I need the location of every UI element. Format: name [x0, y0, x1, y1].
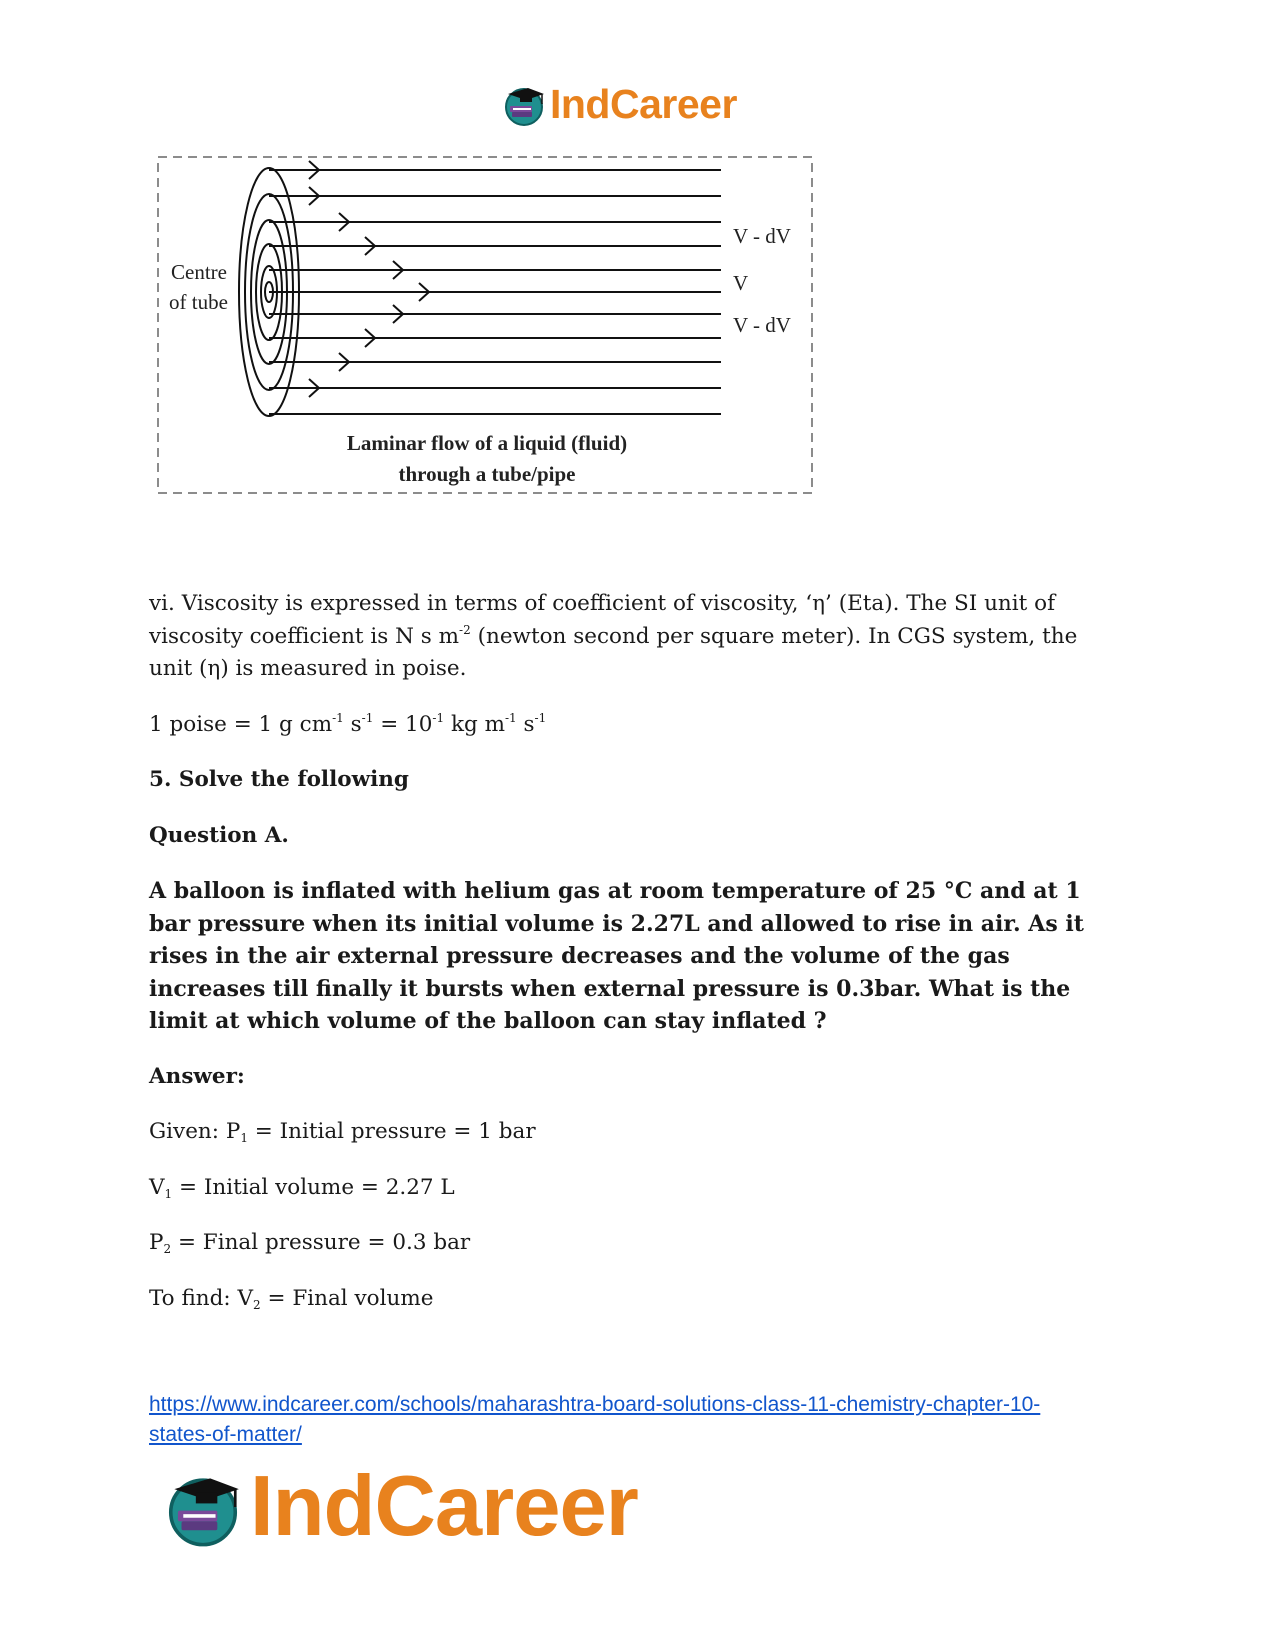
source-link[interactable]	[149, 1390, 1149, 1450]
eq-part-5: s	[516, 711, 535, 737]
v1-post: = Initial volume = 2.27 L	[172, 1174, 455, 1200]
viscosity-text-b: (newton second per square meter). In CGS system, the unit (η) is measured in poise.	[149, 623, 1078, 681]
main-content	[149, 588, 1124, 1315]
figure-caption-line2: through a tube/pipe	[398, 462, 576, 486]
graduation-cap-globe-logo-icon	[500, 80, 548, 128]
eq-part-2: s	[343, 711, 362, 737]
viscosity-unit-exponent: -2	[459, 622, 471, 637]
question-text: A balloon is inflated with helium gas at room temperature of 25 °C and at 1 bar pressure when its initial volume is 2.27L and allowed to rise in air. As it rises in the air external pressure decreases and the volume of the gas increases till finally it bursts when external pressure is 0.3bar. What is the limit at which volume of the balloon can stay inflated ?	[149, 878, 1084, 1034]
find-sub: 2	[253, 1297, 261, 1312]
eq-exp-1: -1	[332, 710, 344, 725]
given-pre: Given: P	[149, 1119, 241, 1144]
eq-exp-2: -1	[361, 710, 374, 725]
final-pressure-line	[149, 1227, 1124, 1260]
initial-volume-line	[149, 1172, 1124, 1205]
eq-exp-4: -1	[504, 710, 517, 725]
eq-exp-3: -1	[432, 710, 445, 725]
v1-pre: V	[149, 1174, 165, 1200]
to-find-line	[149, 1283, 1124, 1316]
p2-sub: 2	[163, 1242, 172, 1256]
source-link-line2[interactable]: states-of-matter/	[149, 1423, 302, 1446]
brand-name: IndCareer	[550, 80, 737, 127]
header-logo	[500, 78, 737, 130]
p2-pre: P	[149, 1230, 164, 1255]
answer-label: Answer:	[149, 1063, 245, 1089]
brand-name-footer: IndCareer	[250, 1459, 638, 1554]
find-pre: To find: V	[149, 1285, 254, 1311]
graduation-cap-globe-logo-icon	[160, 1464, 246, 1550]
of-tube-label: of tube	[169, 290, 228, 314]
eq-exp-5: -1	[534, 710, 547, 725]
laminar-flow-figure	[157, 156, 813, 494]
poise-equation	[149, 709, 1124, 742]
viscosity-paragraph	[149, 588, 1124, 686]
eq-part-4: kg m	[444, 711, 505, 737]
given-sub: 1	[240, 1131, 248, 1145]
figure-caption	[327, 428, 647, 490]
given-post: = Initial pressure = 1 bar	[247, 1119, 536, 1144]
eq-part-1: 1 poise = 1 g cm	[149, 711, 333, 737]
p2-post: = Final pressure = 0.3 bar	[171, 1230, 471, 1255]
velocity-label-top: V - dV	[733, 224, 791, 248]
find-post: = Final volume	[260, 1285, 434, 1311]
section-heading: 5. Solve the following	[149, 767, 409, 792]
velocity-label-bottom: V - dV	[733, 313, 791, 337]
viscosity-text-a: vi. Viscosity is expressed in terms of coefficient of viscosity, ‘η’ (Eta). The SI unit of viscosity coefficient is N s m	[149, 591, 1056, 649]
eq-part-3: = 10	[373, 711, 433, 737]
velocity-label-middle: V	[733, 271, 749, 295]
source-link-line1[interactable]: https://www.indcareer.com/schools/maharashtra-board-solutions-class-11-chemistry-chapter-10-	[149, 1393, 1041, 1416]
v1-sub: 1	[164, 1186, 173, 1201]
given-line	[149, 1116, 1124, 1149]
centre-label: Centre	[171, 260, 227, 284]
question-label: Question A.	[149, 822, 289, 848]
footer-logo	[160, 1459, 638, 1554]
figure-caption-line1: Laminar flow of a liquid (fluid)	[346, 431, 628, 455]
